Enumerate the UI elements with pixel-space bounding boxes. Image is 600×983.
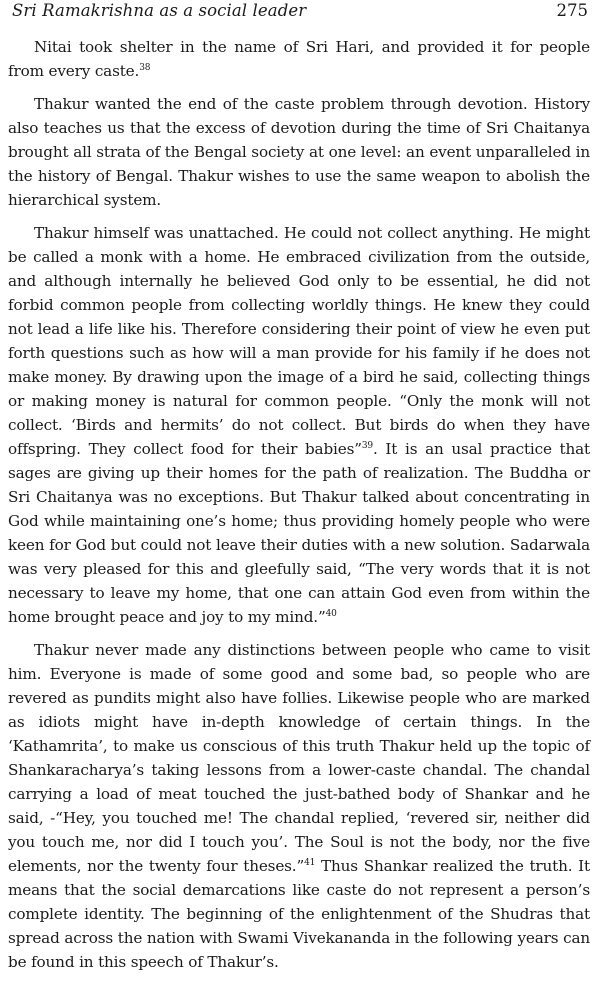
- page-number: 275: [556, 1, 588, 20]
- footnote-reference: 39: [361, 441, 373, 451]
- paragraph: [8, 638, 590, 974]
- paragraph: [8, 92, 590, 212]
- paragraph-text: Thakur never made any distinctions between people who came to visit him. Everyone is made of some good and some bad, so people who are revered as pundits might also have follies. Likewise people who are marked as idiots might have in-depth knowledge of certain things. In the ‘Kathamrita’, to make us conscious of this truth Thakur held up the topic of Shankaracharya’s taking lessons from a lower-caste chandal. The chandal carrying a load of meat touched the just-bathed body of Shankar and he said, -“Hey, you touched me! The chandal replied, ‘revered sir, neither did you touch me, nor did I touch you’. The Soul is not the body, nor the five elements, nor the twenty four theses.”: [8, 641, 590, 875]
- paragraph-text: Thus Shankar realized the truth. It means that the social demarcations like caste do not represent a person’s complete identity. The beginning of the enlightenment of the Shudras that spread across the nation with Swami Vivekananda in the following years can be found in this speech of Thakur’s.: [8, 857, 590, 971]
- running-head: Sri Ramakrishna as a social leader: [12, 1, 307, 20]
- paragraph: [8, 35, 590, 83]
- page-header: [12, 0, 588, 26]
- paragraph-text: . It is an usal practice that sages are giving up their homes for the path of realization. The Buddha or Sri Chaitanya was no exceptions. But Thakur talked about concentrating in God while maintaining one’s home; thus providing homely people who were keen for God but could not leave their duties with a new solution. Sadarwala was very pleased for this and gleefully said, “The very words that it is not necessary to leave my home, that one can attain God even from within the home brought peace and joy to my mind.”: [8, 440, 590, 626]
- paragraph-text: Thakur wanted the end of the caste problem through devotion. History also teaches us that the excess of devotion during the time of Sri Chaitanya brought all strata of the Bengal society at one level: an event unparalleled in the history of Bengal. Thakur wishes to use the same weapon to abolish the hierarchical system.: [8, 95, 590, 209]
- footnote-reference: 40: [325, 609, 337, 619]
- paragraph-text: Nitai took shelter in the name of Sri Hari, and provided it for people from every caste.: [8, 38, 590, 80]
- paragraph: [8, 221, 590, 629]
- footnote-reference: 38: [139, 63, 151, 73]
- body-text: [8, 35, 590, 983]
- footnote-reference: 41: [304, 858, 316, 868]
- paragraph-text: Thakur himself was unattached. He could not collect anything. He might be called a monk with a home. He embraced civilization from the outside, and although internally he believed God only to be essential, he did not forbid common people from collecting worldly things. He knew they could not lead a life like his. Therefore considering their point of view he even put forth questions such as how will a man provide for his family if he does not make money. By drawing upon the image of a bird he said, collecting things or making money is natural for common people. “Only the monk will not collect. ‘Birds and hermits’ do not collect. But birds do when they have offspring. They collect food for their babies”: [8, 224, 590, 458]
